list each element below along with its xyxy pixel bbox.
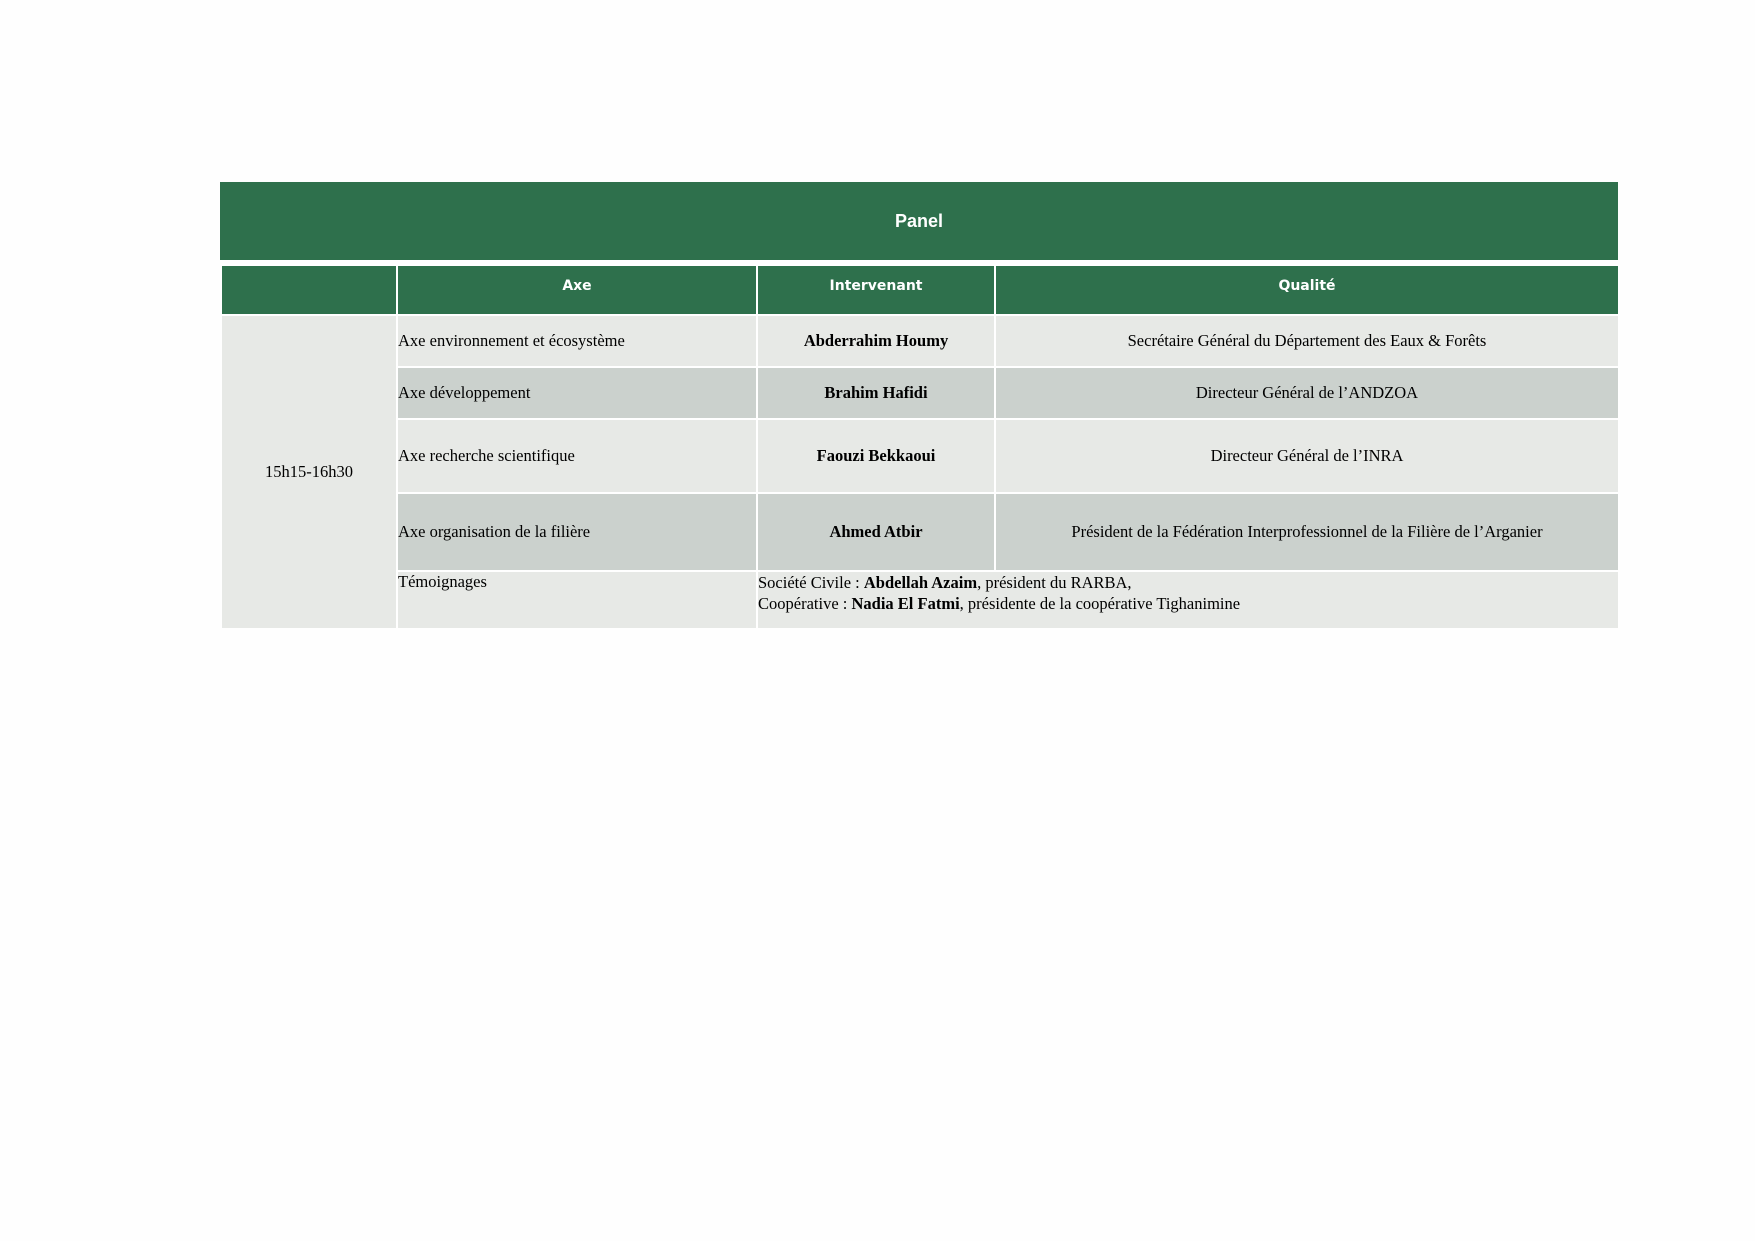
table-row (221, 419, 1619, 493)
speaker-cell: Faouzi Bekkaoui (757, 419, 995, 493)
testimony-suffix: , présidente de la coopérative Tighanimine (959, 594, 1241, 613)
axe-cell: Axe recherche scientifique (397, 419, 757, 493)
header-row (221, 265, 1619, 315)
testimony-name: Abdellah Azaim (863, 573, 978, 592)
speaker-cell: Brahim Hafidi (757, 367, 995, 419)
panel-title: Panel (220, 182, 1618, 260)
quality-cell: Président de la Fédération Interprofessionnel de la Filière de l’Arganier (995, 493, 1619, 571)
table-row (221, 367, 1619, 419)
table-row (221, 493, 1619, 571)
testimony-suffix: , président du RARBA, (977, 573, 1132, 592)
axe-cell: Axe développement (397, 367, 757, 419)
header-time (221, 265, 397, 315)
testimony-line (758, 572, 1618, 593)
program-table (220, 264, 1620, 630)
time-slot: 15h15-16h30 (221, 315, 397, 629)
testimony-label: Témoignages (397, 571, 757, 629)
header-axe: Axe (397, 265, 757, 315)
quality-cell: Directeur Général de l’ANDZOA (995, 367, 1619, 419)
testimony-content (757, 571, 1619, 629)
header-speaker: Intervenant (757, 265, 995, 315)
speaker-cell: Abderrahim Houmy (757, 315, 995, 367)
header-quality: Qualité (995, 265, 1619, 315)
testimony-row (221, 571, 1619, 629)
speaker-cell: Ahmed Atbir (757, 493, 995, 571)
axe-cell: Axe organisation de la filière (397, 493, 757, 571)
testimony-prefix: Société Civile : (758, 573, 864, 592)
table-row (221, 315, 1619, 367)
quality-cell: Secrétaire Général du Département des Eaux & Forêts (995, 315, 1619, 367)
quality-cell: Directeur Général de l’INRA (995, 419, 1619, 493)
testimony-name: Nadia El Fatmi (851, 594, 960, 613)
testimony-line (758, 593, 1618, 614)
testimony-prefix: Coopérative : (758, 594, 852, 613)
axe-cell: Axe environnement et écosystème (397, 315, 757, 367)
